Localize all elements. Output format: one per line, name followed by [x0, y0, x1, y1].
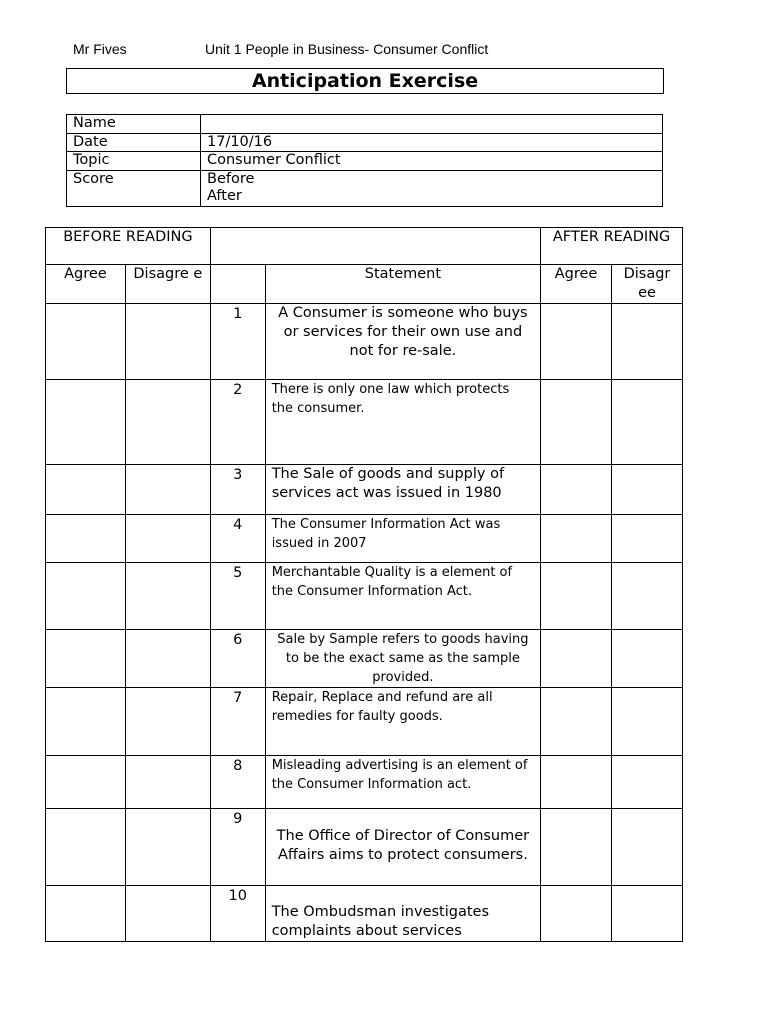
statement-row [46, 886, 683, 942]
statement-text: The Office of Director of Consumer Affairs aims to protect consumers. [265, 809, 540, 886]
score-before-label: Before [207, 170, 255, 187]
agree-before-cell[interactable] [46, 630, 126, 688]
group-header-row [46, 228, 683, 265]
agree-before-cell[interactable] [46, 304, 126, 380]
agree-before-cell[interactable] [46, 886, 126, 942]
statement-number: 4 [210, 515, 265, 563]
statement-number: 7 [210, 688, 265, 756]
statement-text: The Ombudsman investigates complaints about services [265, 886, 540, 942]
statement-row [46, 465, 683, 515]
statement-text: There is only one law which protects the consumer. [265, 380, 540, 465]
disagree-before-cell[interactable] [125, 886, 210, 942]
agree-after-header: Agree [541, 265, 612, 304]
statement-text: Sale by Sample refers to goods having to be the exact same as the sample provided. [265, 630, 540, 688]
unit-title: Unit 1 People in Business- Consumer Conflict [205, 41, 489, 57]
agree-before-cell[interactable] [46, 563, 126, 630]
statement-text: A Consumer is someone who buys or services for their own use and not for re-sale. [265, 304, 540, 380]
number-header [210, 265, 265, 304]
agree-before-cell[interactable] [46, 380, 126, 465]
date-row [67, 133, 663, 152]
statement-text: The Sale of goods and supply of services act was issued in 1980 [265, 465, 540, 515]
agree-after-cell[interactable] [541, 380, 612, 465]
disagree-after-header: Disagr ee [612, 265, 683, 304]
agree-before-cell[interactable] [46, 688, 126, 756]
agree-before-cell[interactable] [46, 465, 126, 515]
disagree-before-cell[interactable] [125, 630, 210, 688]
statement-number: 8 [210, 756, 265, 809]
agree-after-cell[interactable] [541, 563, 612, 630]
agree-before-cell[interactable] [46, 756, 126, 809]
topic-label: Topic [67, 152, 201, 171]
disagree-after-cell[interactable] [612, 756, 683, 809]
score-label: Score [67, 170, 201, 206]
score-after-label: After [207, 188, 242, 204]
statement-number: 3 [210, 465, 265, 515]
disagree-before-cell[interactable] [125, 380, 210, 465]
agree-after-cell[interactable] [541, 465, 612, 515]
disagree-before-cell[interactable] [125, 688, 210, 756]
date-value: 17/10/16 [201, 133, 663, 152]
disagree-after-cell[interactable] [612, 465, 683, 515]
agree-before-cell[interactable] [46, 515, 126, 563]
agree-after-cell[interactable] [541, 809, 612, 886]
statement-number: 6 [210, 630, 265, 688]
statement-text: Repair, Replace and refund are all remedies for faulty goods. [265, 688, 540, 756]
statement-text: The Consumer Information Act was issued in 2007 [265, 515, 540, 563]
info-table [66, 114, 663, 207]
name-field[interactable] [201, 115, 663, 134]
disagree-after-cell[interactable] [612, 563, 683, 630]
statement-row [46, 563, 683, 630]
disagree-after-cell[interactable] [612, 515, 683, 563]
statement-number: 5 [210, 563, 265, 630]
page-title: Anticipation Exercise [66, 68, 664, 94]
score-row [67, 170, 663, 206]
statement-row [46, 380, 683, 465]
anticipation-table [45, 227, 683, 942]
statement-row [46, 756, 683, 809]
name-row [67, 115, 663, 134]
disagree-before-cell[interactable] [125, 563, 210, 630]
disagree-before-cell[interactable] [125, 304, 210, 380]
disagree-before-cell[interactable] [125, 756, 210, 809]
agree-before-cell[interactable] [46, 809, 126, 886]
blank-header [210, 228, 540, 265]
agree-after-cell[interactable] [541, 756, 612, 809]
agree-after-cell[interactable] [541, 630, 612, 688]
statement-text: Misleading advertising is an element of the Consumer Information act. [265, 756, 540, 809]
agree-after-cell[interactable] [541, 886, 612, 942]
before-reading-header: BEFORE READING [46, 228, 211, 265]
statement-number: 9 [210, 809, 265, 886]
statement-number: 1 [210, 304, 265, 380]
statement-row [46, 630, 683, 688]
disagree-after-cell[interactable] [612, 688, 683, 756]
disagree-after-cell[interactable] [612, 886, 683, 942]
disagree-after-cell[interactable] [612, 630, 683, 688]
disagree-after-cell[interactable] [612, 380, 683, 465]
after-reading-header: AFTER READING [541, 228, 683, 265]
topic-row [67, 152, 663, 171]
agree-after-cell[interactable] [541, 688, 612, 756]
name-label: Name [67, 115, 201, 134]
statement-number: 10 [210, 886, 265, 942]
statement-row [46, 688, 683, 756]
disagree-after-cell[interactable] [612, 809, 683, 886]
date-label: Date [67, 133, 201, 152]
teacher-name: Mr Fives [73, 41, 127, 57]
agree-before-header: Agree [46, 265, 126, 304]
disagree-before-cell[interactable] [125, 809, 210, 886]
agree-after-cell[interactable] [541, 304, 612, 380]
statement-row [46, 304, 683, 380]
score-field[interactable] [201, 170, 663, 206]
statement-row [46, 809, 683, 886]
topic-value: Consumer Conflict [201, 152, 663, 171]
statement-text: Merchantable Quality is a element of the Consumer Information Act. [265, 563, 540, 630]
disagree-after-cell[interactable] [612, 304, 683, 380]
disagree-before-cell[interactable] [125, 515, 210, 563]
agree-after-cell[interactable] [541, 515, 612, 563]
statement-header: Statement [265, 265, 540, 304]
disagree-before-cell[interactable] [125, 465, 210, 515]
disagree-before-header: Disagre e [125, 265, 210, 304]
column-header-row [46, 265, 683, 304]
statement-row [46, 515, 683, 563]
statement-number: 2 [210, 380, 265, 465]
